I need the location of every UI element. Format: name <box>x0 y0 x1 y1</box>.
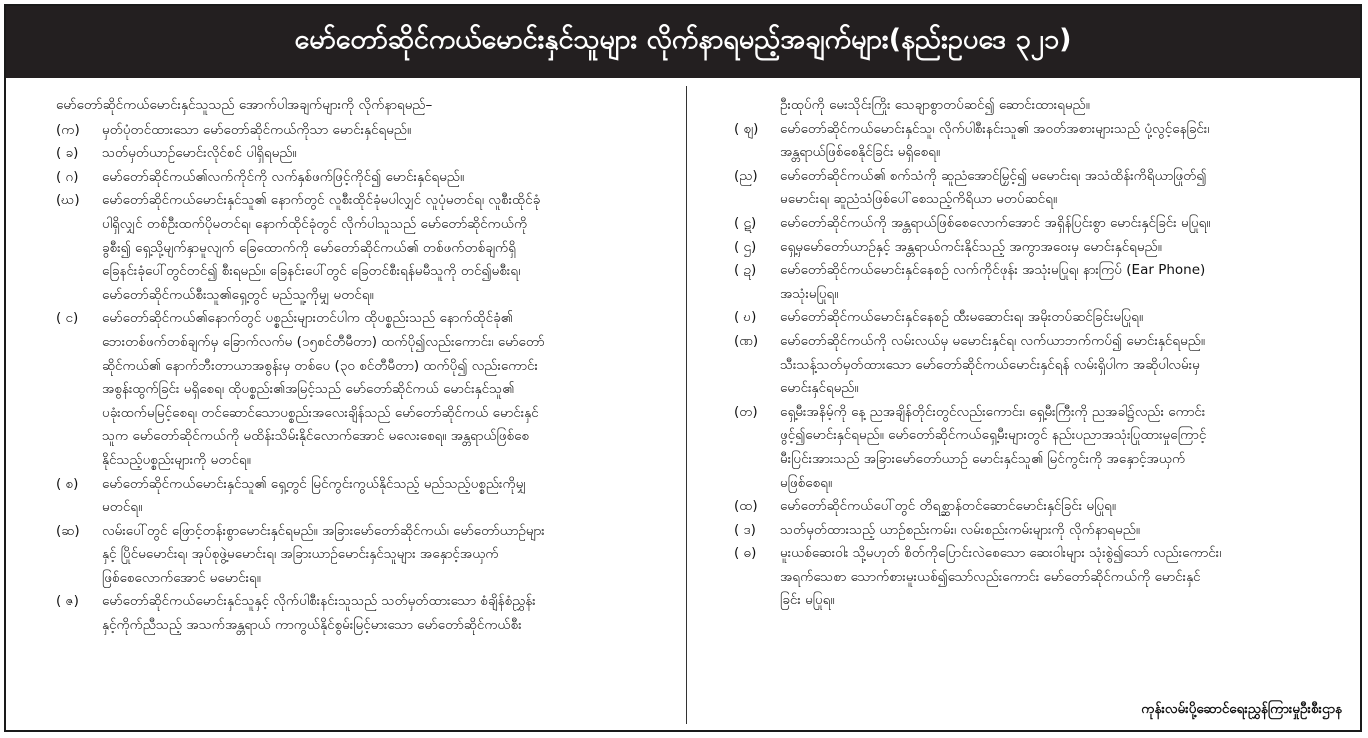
rule-number: ( ဈ) <box>734 120 759 137</box>
rule-number: (ထ) <box>734 498 758 515</box>
rule-number: ( ဇ) <box>56 593 79 610</box>
issuer-name: ကုန်းလမ်းပို့ဆောင်ရေးညွှန်ကြားမှုဦးစီးဌာန <box>1141 701 1342 717</box>
rule-text: မော်တော်ဆိုင်ကယ်မောင်းနှင်သူ၏ ရှေ့တွင် မြင်ကွင်းကွယ်နိုင်သည့် မည်သည့်ပစ္စည်းကိုမျှ မတင်ရ။ <box>102 475 527 516</box>
rule-text: မော်တော်ဆိုင်ကယ်ကို လမ်းလယ်မှ မမောင်းနှင်ရ၊ လက်ယာဘက်ကပ်၍ မောင်းနှင်ရမည်။ သီးသန့်သတ်မှတ်ထားသော မော်တော်ဆိုင်ကယ်မောင်းနှင်ရန် လမ်းရှိပါက အဆိုပါလမ်းမှ မောင်းနှင်ရမည်။ <box>780 332 1205 397</box>
rule-item <box>56 520 692 591</box>
rule-text: မော်တော်ဆိုင်ကယ်၏ စက်သံကို ဆူညံအောင်မြှင့်၍ မမောင်းရ၊ အသံထိန်းကိရိယာဖြုတ်၍ မမောင်းရ၊ ဆူညံသံဖြစ်ပေါ်စေသည့်ကိရိယာ မတပ်ဆင်ရ။ <box>780 167 1207 208</box>
rule-text: မူးယစ်ဆေးဝါး သို့မဟုတ် စိတ်ကိုပြောင်းလဲစေသော ဆေးဝါးများ သုံးစွဲ၍သော် လည်းကောင်း၊ အရက်သေစာ သောက်စားမူးယစ်၍သော်လည်းကောင်း မော်တော်ဆိုင်ကယ်ကို မောင်းနှင် ခြင်း မပြုရ။ <box>780 545 1222 609</box>
rule-number: (ဆ) <box>56 522 80 539</box>
rule-number: ( ခ) <box>56 145 79 162</box>
rule-text: မော်တော်ဆိုင်ကယ်မောင်းနှင်နေစဉ် ထီးမဆောင်းရ၊ အမိုးတပ်ဆင်ခြင်းမပြုရ။ <box>780 309 1144 326</box>
rule-item <box>734 165 1346 212</box>
right-rule-list <box>734 118 1346 613</box>
rule-number: (ဃ) <box>56 192 80 209</box>
left-column <box>56 94 692 638</box>
notice-intro: မော်တော်ဆိုင်ကယ်မောင်းနှင်သူသည် အောက်ပါအချက်များကို လိုက်နာရမည်– <box>56 97 433 113</box>
rule-number: (က) <box>56 121 80 138</box>
rule-item <box>734 401 1346 495</box>
rule-text: မော်တော်ဆိုင်ကယ်မောင်းနှင်သူ၊ လိုက်ပါစီးနင်းသူ၏ အဝတ်အစားများသည် ပုံ့လွင့်နေခြင်း၊ အန္တရာယ်ဖြစ်စေနိုင်ခြင်း မရှိစေရ။ <box>780 120 1210 161</box>
rule-text: မော်တော်ဆိုင်ကယ်မောင်းနှင်နေစဉ် လက်ကိုင်ဖုန်း အသုံးမပြုရ၊ နားကြပ် (Ear Phone) အသုံးမပြုရ။ <box>780 262 1206 302</box>
rule-number: ( ဂ) <box>56 168 79 185</box>
rule-item <box>56 166 692 190</box>
rule-text: သတ်မှတ်ယာဉ်မောင်းလိုင်စင် ပါရှိရမည်။ <box>102 145 297 162</box>
rule-text: မော်တော်ဆိုင်ကယ်မောင်းနှင်သူ၏ နောက်တွင် လူစီးထိုင်ခုံမပါလျှင် လူပုံမတင်ရ၊ လူစီးထိုင်ခုံ ပါရှိလျှင် တစ်ဦးထက်ပိုမတင်ရ၊ နောက်ထိုင်ခုံတွင် လိုက်ပါသူသည် မော်တော်ဆိုင်ကယ်ကို ခွစီး၍ ရှေ့သို့မျက်နှာမူလျက် ခြေထောက်ကို မော်တော်ဆိုင်ကယ်၏ တစ်ဖက်တစ်ချက်ရှိ ခြေနင်းခုံပေါ်တွင်တင်၍ စီးရမည်။ ခြေနင်းပေါ်တွင် ခြေတင်စီးရန်မမီသူကို တင်၍မစီးရ၊ မော်တော်ဆိုင်ကယ်စီးသူ၏ရှေ့တွင် မည်သူ့ကိုမျှ မတင်ရ။ <box>102 192 541 303</box>
rule-number: ( ဒ) <box>734 521 756 538</box>
rule-number: ( ဌ) <box>734 238 757 255</box>
rule-item <box>56 590 692 637</box>
rule-number: ( ဎ) <box>734 309 757 326</box>
rule-number: ( ဋ) <box>734 214 757 231</box>
title-bar <box>6 6 1360 78</box>
rule-item <box>734 542 1346 613</box>
rule-item <box>56 307 692 472</box>
rule-item <box>734 306 1346 330</box>
rule-text: မော်တော်ဆိုင်ကယ်မောင်းနှင်သူနှင့် လိုက်ပါစီးနင်းသူသည် သတ်မှတ်ထားသော စံချိန်စံညွှန်း နှင့်ကိုက်ညီသည့် အသက်အန္တရာယ် ကာကွယ်နိုင်စွမ်းမြင့်မားသော မော်တော်ဆိုင်ကယ်စီး <box>102 593 536 634</box>
rule-text: သတ်မှတ်ထားသည့် ယာဉ်စည်းကမ်း၊ လမ်းစည်းကမ်းများကို လိုက်နာရမည်။ <box>780 521 1141 538</box>
rule-number: (တ) <box>734 403 758 420</box>
rule-item <box>734 212 1346 236</box>
rule-item <box>734 259 1346 306</box>
notice-frame <box>4 4 1362 732</box>
rule-item <box>734 519 1346 543</box>
rule-item <box>56 189 692 307</box>
rule-text: မော်တော်ဆိုင်ကယ်၏လက်ကိုင်ကို လက်နှစ်ဖက်ဖြင့်ကိုင်၍ မောင်းနှင်ရမည်။ <box>102 168 465 185</box>
rule-number: ( ဍ) <box>734 262 757 279</box>
rule-item <box>56 473 692 520</box>
rule-item <box>734 118 1346 165</box>
notice-title: မော်တော်ဆိုင်ကယ်မောင်းနှင်သူများ လိုက်နာရမည့်အချက်များ(နည်းဥပဒေ ၃၂၁) <box>294 24 1072 55</box>
rule-text: မှတ်ပုံတင်ထားသော မော်တော်ဆိုင်ကယ်ကိုသာ မောင်းနှင်ရမည်။ <box>102 121 412 138</box>
rule-continuation: ဦးထုပ်ကို မေးသိုင်းကြိုး သေချာစွာတပ်ဆင်၍ ဆောင်းထားရမည်။ <box>780 97 1090 113</box>
rule-number: ( င) <box>56 310 79 327</box>
rule-number: (ဏ) <box>734 332 759 349</box>
rule-item <box>56 119 692 143</box>
left-rule-list <box>56 119 692 638</box>
rule-number: ( ဓ) <box>734 545 757 562</box>
rule-text: ရှေ့မီးအနိမ့်ကို နေ့ ညအချိန်တိုင်းတွင်လည်းကောင်း၊ ရှေ့မီးကြီးကို ညအခါ၌လည်း ကောင်း ဖွင့်၍မောင်းနှင်ရမည်။ မော်တော်ဆိုင်ကယ်ရှေ့မီးများတွင် နည်းပညာအသုံးပြုထားမှုကြောင့် မီးပြင်းအားသည် အခြားမော်တော်ယာဉ် မောင်းနှင်သူ၏ မြင်ကွင်းကို အနှောင့်အယှက် မဖြစ်စေရ။ <box>780 403 1207 491</box>
rule-item <box>734 495 1346 519</box>
rule-item <box>56 142 692 166</box>
rule-text: လမ်းပေါ်တွင် ဖြောင့်တန်းစွာမောင်းနှင်ရမည်။ အခြားမော်တော်ဆိုင်ကယ်၊ မော်တော်ယာဉ်များ နှင့် ပြိုင်မမောင်းရ၊ အုပ်စုဖွဲ့မမောင်းရ၊ အခြားယာဉ်မောင်းနှင်သူများ အနှောင့်အယှက် ဖြစ်စေလောက်အောင် မမောင်းရ။ <box>102 522 545 586</box>
right-column <box>734 94 1346 613</box>
rule-number: (ည) <box>734 167 758 184</box>
rule-number: ( စ) <box>56 475 79 492</box>
rule-text: မော်တော်ဆိုင်ကယ်ကို အန္တရာယ်ဖြစ်စေလောက်အောင် အရှိန်ပြင်းစွာ မောင်းနှင်ခြင်း မပြုရ။ <box>780 214 1211 231</box>
rule-text: မော်တော်ဆိုင်ကယ်၏နောက်တွင် ပစ္စည်းများတင်ပါက ထိုပစ္စည်းသည် နောက်ထိုင်ခုံ၏ ဘေးတစ်ဖက်တစ်ချက်မှ ခြောက်လက်မ (၁၅စင်တီမီတာ) ထက်ပို၍လည်းကောင်း၊ မော်တော် ဆိုင်ကယ်၏ နောက်ဘီးတာယာအစွန်းမှ တစ်ပေ (၃၀ စင်တီမီတာ) ထက်ပို၍ လည်းကောင်း အစွန်းထွက်ခြင်း မရှိစေရ၊ ထိုပစ္စည်း၏အမြင့်သည် မော်တော်ဆိုင်ကယ် မောင်းနှင်သူ၏ ပခုံးထက်မမြင့်စေရ၊ တင်ဆောင်သောပစ္စည်းအလေးချိန်သည် မော်တော်ဆိုင်ကယ် မောင်းနှင် သူက မော်တော်ဆိုင်ကယ်ကို မထိန်းသိမ်းနိုင်လောက်အောင် မလေးစေရ။ အန္တရာယ်ဖြစ်စေ နိုင်သည့်ပစ္စည်းများကို မတင်ရ။ <box>102 310 545 468</box>
rule-item <box>734 236 1346 260</box>
rule-text: ရှေ့မှမော်တော်ယာဉ်နှင့် အန္တရာယ်ကင်းနိုင်သည့် အကွာအဝေးမှ မောင်းနှင်ရမည်။ <box>780 238 1162 255</box>
rule-text: မော်တော်ဆိုင်ကယ်ပေါ်တွင် တိရစ္ဆာန်တင်ဆောင်မောင်းနှင်ခြင်း မပြုရ။ <box>780 498 1117 515</box>
rule-item <box>734 330 1346 401</box>
